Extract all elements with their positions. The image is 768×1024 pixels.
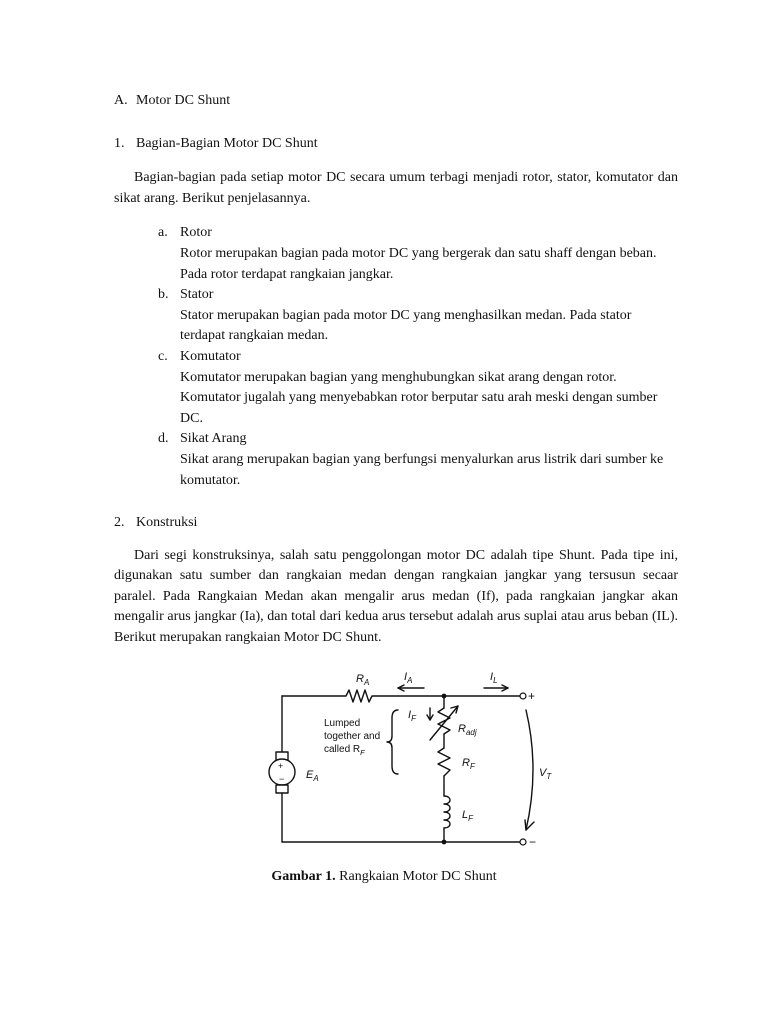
item-desc: Sikat arang merupakan bagian yang berfungsi menyalurkan arus listrik dari sumber ke komutator. [180,451,664,488]
lf-inductor [444,796,450,828]
lumped-line-2: together and [324,731,381,742]
list-item: c. Komutator Komutator merupakan bagian yang menghubungkan sikat arang dengan rotor. Komutator jugalah yang menyebabkan rotor berputar satu arah meski dengan sumber DC. [158,347,678,429]
circuit-svg [258,662,552,862]
top-wire [282,690,523,702]
item-title: Stator [180,287,214,303]
item-title: Komutator [180,348,241,364]
source-plus: + [278,761,284,771]
source-bottom-terminal [276,785,288,793]
item-title: Rotor [180,225,212,241]
label-rf: $R_F$ [462,757,475,771]
label-ia: $I_A$ [404,671,413,685]
item-desc: Rotor merupakan bagian pada motor DC yang bergerak dan satu shaff dengan beban. Pada rotor terdapat rangkaian jangkar. [180,245,657,282]
document-page [114,91,678,663]
list-item: a. Rotor Rotor merupakan bagian pada motor DC yang bergerak dan satu shaff dengan beban. Pada rotor terdapat rangkaian jangkar. [158,223,678,285]
label-ea: $E_A$ [306,769,319,783]
label-ra: $R_A$ [356,673,370,687]
label-vt: $V_T$ [539,767,552,781]
radj-resistor [438,708,450,734]
vt-arrow [526,710,533,830]
terminal-minus [520,839,526,845]
item-desc: Stator merupakan bagian pada motor DC yang menghasilkan medan. Pada stator terdapat rangkaian medan. [180,307,632,344]
section-2-heading: 2. Konstruksi [114,515,198,531]
label-radj: $R_{adj}$ [458,723,477,737]
terminal-plus [520,693,526,699]
lumped-line-1: Lumped [324,718,361,729]
shunt-motor-circuit-diagram [258,662,552,862]
item-title: Sikat Arang [180,431,247,447]
label-plus: + [528,689,536,703]
lumped-bracket [387,710,398,774]
source-minus: − [279,774,285,784]
item-desc: Komutator merupakan bagian yang menghubungkan sikat arang dengan rotor. Komutator jugalah yang menyebabkan rotor berputar satu arah meski dengan sumber DC. [180,369,658,426]
junction-bottom [442,840,447,845]
section-1-heading: 1. Bagian-Bagian Motor DC Shunt [114,135,318,151]
vt-arrow-head [525,820,534,830]
rf-resistor [438,748,450,776]
heading-a: A. Motor DC Shunt [114,93,231,108]
caption-text: Rangkaian Motor DC Shunt [339,869,497,884]
junction-top [442,694,447,699]
lumped-line-3: called $R_F$ [324,744,365,757]
label-if: $I_F$ [408,709,416,723]
list-item: d. Sikat Arang Sikat arang merupakan bagian yang berfungsi menyalurkan arus listrik dari sumber ke komutator. [158,429,678,491]
label-il: $I_L$ [490,671,498,685]
label-lf: $L_F$ [462,809,474,823]
caption-label: Gambar 1. [271,869,336,884]
figure-caption [0,867,768,888]
parts-list [158,223,678,491]
section-2-paragraph: Dari segi konstruksinya, salah satu penggolongan motor DC adalah tipe Shunt. Pada tipe ini, digunakan satu sumber dan rangkaian medan dengan rangkaian jangkar yang tersusun secaar paralel. Pada Rangkaian Medan akan mengalir arus medan (If), pada rangkaian jangkar akan mengalir arus jangkar (Ia), dan total dari kedua arus tersebut adalah arus suplai atau arus beban (IL). Berikut merupakan rangkaian Motor DC Shunt. [114,547,678,646]
section-1-intro: Bagian-bagian pada setiap motor DC secara umum terbagi menjadi rotor, stator, komutator dan sikat arang. Berikut penjelasannya. [114,170,678,206]
list-item: b. Stator Stator merupakan bagian pada motor DC yang menghasilkan medan. Pada stator terdapat rangkaian medan. [158,285,678,347]
label-minus: − [529,835,537,849]
